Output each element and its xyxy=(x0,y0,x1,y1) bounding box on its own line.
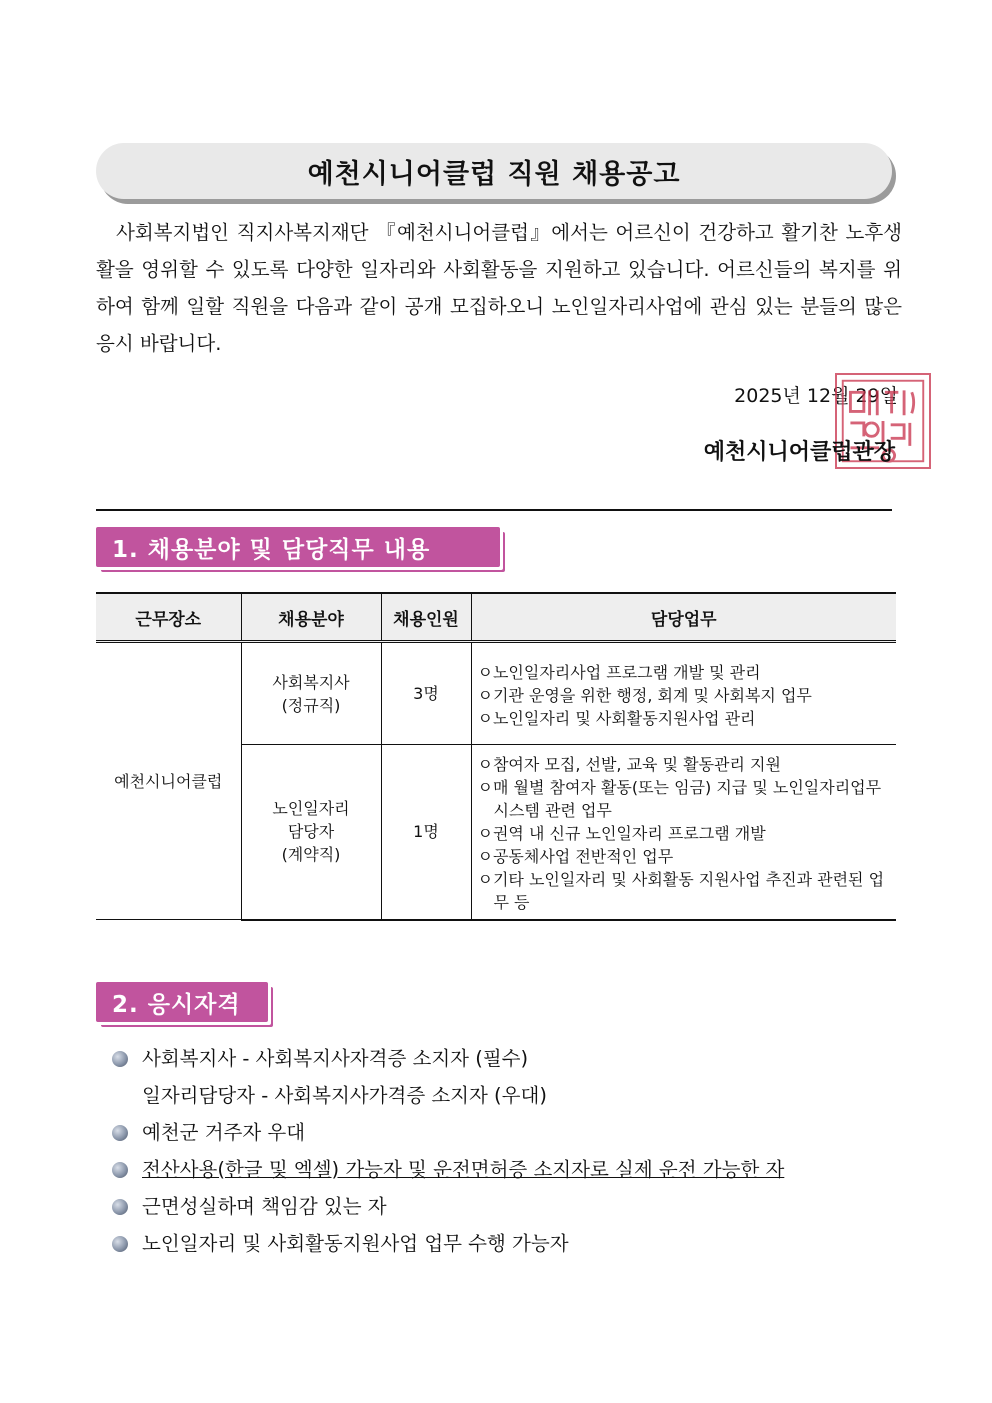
section-heading-qualifications: 2. 응시자격 xyxy=(96,982,268,1022)
qualification-text: 노인일자리 및 사회활동지원사업 업무 수행 가능자 xyxy=(142,1231,569,1255)
duty-item: ㅇ기관 운영을 위한 행정, 회계 및 사회복지 업무 xyxy=(477,686,812,705)
table-header-row xyxy=(96,593,896,642)
header-workplace: 근무장소 xyxy=(96,593,241,642)
list-item xyxy=(112,1040,784,1077)
header-duties: 담당업무 xyxy=(471,593,896,642)
field-cell xyxy=(241,642,381,745)
field-line: 사회복지사 xyxy=(272,672,350,692)
header-field: 채용분야 xyxy=(241,593,381,642)
list-item xyxy=(112,1188,784,1225)
bullet-icon xyxy=(112,1162,128,1178)
duty-item: ㅇ노인일자리 및 사회활동지원사업 관리 xyxy=(477,709,756,728)
field-line: 노인일자리 xyxy=(272,799,350,819)
field-line: (정규직) xyxy=(281,695,341,715)
qualification-text: 근면성실하며 책임감 있는 자 xyxy=(142,1194,387,1218)
duty-item: ㅇ매 월별 참여자 활동(또는 임금) 지급 및 노인일자리업무시스템 관련 업무 xyxy=(477,778,882,821)
duties-cell xyxy=(471,745,896,920)
header-count: 채용인원 xyxy=(381,593,471,642)
field-cell xyxy=(241,745,381,920)
job-table xyxy=(96,592,896,921)
duty-item: ㅇ참여자 모집, 선발, 교육 및 활동관리 지원 xyxy=(477,755,781,775)
divider xyxy=(96,509,892,511)
list-item xyxy=(112,1151,784,1188)
table-row xyxy=(96,642,896,745)
count-cell: 3명 xyxy=(381,642,471,745)
list-item xyxy=(112,1077,784,1114)
duty-item: ㅇ기타 노인일자리 및 사회활동 지원사업 추진과 관련된 업무 등 xyxy=(477,870,885,913)
list-item xyxy=(112,1114,784,1151)
qualification-text: 사회복지사 - 사회복지사자격증 소지자 (필수) xyxy=(142,1046,529,1070)
field-line: (계약직) xyxy=(281,845,341,865)
intro-paragraph: 사회복지법인 직지사복지재단 『예천시니어클럽』에서는 어르신이 건강하고 활기찬 노후생활을 영위할 수 있도록 다양한 일자리와 사회활동을 지원하고 있습니다. 어르신들의 복지를 위하여 함께 일할 직원을 다음과 같이 공개 모집하오니 노인일자리사업에 관심 있는 분들의 많은 응시 바랍니다. xyxy=(96,221,902,355)
field-line: 담당자 xyxy=(287,822,335,842)
bullet-icon xyxy=(112,1125,128,1141)
bullet-icon xyxy=(112,1051,128,1067)
qualification-text: 일자리담당자 - 사회복지사가격증 소지자 (우대) xyxy=(142,1083,547,1107)
duties-cell xyxy=(471,642,896,745)
section-heading-job-fields: 1. 채용분야 및 담당직무 내용 xyxy=(96,527,500,567)
announcement-date: 2025년 12월 29일 xyxy=(734,385,898,407)
duty-item: ㅇ권역 내 신규 노인일자리 프로그램 개발 xyxy=(477,824,766,844)
bullet-icon xyxy=(112,1199,128,1215)
qualification-text: 예천군 거주자 우대 xyxy=(142,1120,306,1144)
duty-item: ㅇ공동체사업 전반적인 업무 xyxy=(477,847,674,867)
list-item xyxy=(112,1225,784,1262)
count-cell: 1명 xyxy=(381,745,471,920)
duty-item: ㅇ노인일자리사업 프로그램 개발 및 관리 xyxy=(477,663,761,682)
issuer-name: 예천시니어클럽관장 xyxy=(703,440,895,465)
qualification-text: 전산사용(한글 및 엑셀) 가능자 및 운전면허증 소지자로 실제 운전 가능한 자 xyxy=(142,1157,785,1181)
qualifications-list xyxy=(112,1040,784,1262)
bullet-icon xyxy=(112,1236,128,1252)
page-title: 예천시니어클럽 직원 채용공고 xyxy=(96,143,892,199)
workplace-cell: 예천시니어클럽 xyxy=(96,642,241,920)
